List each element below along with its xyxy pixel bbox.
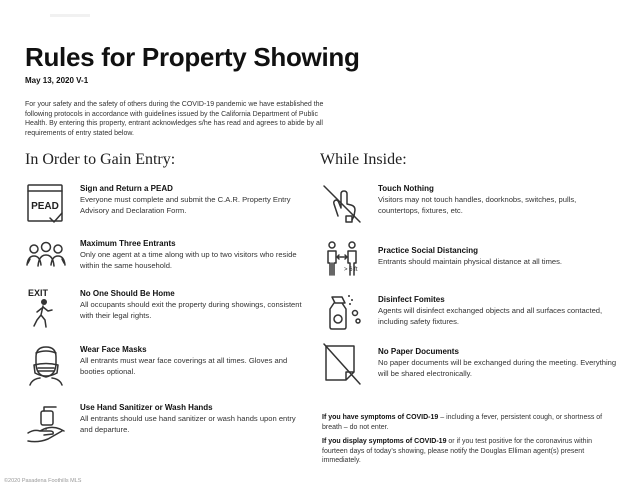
svg-text:> 6 ft: > 6 ft: [344, 267, 358, 273]
no-touch-icon: [320, 182, 364, 226]
rule-description: Visitors may not touch handles, doorknobs, switches, pulls, countertops, fixtures, etc.: [378, 195, 577, 215]
no-paper-icon: [320, 342, 364, 386]
rule-title: Use Hand Sanitizer or Wash Hands: [80, 403, 213, 412]
inside-section-heading: While Inside:: [320, 151, 407, 168]
svg-text:PEAD: PEAD: [31, 201, 59, 212]
rule-title: Disinfect Fomites: [378, 295, 445, 304]
symptom-notes: [322, 413, 612, 471]
rule-description: No paper documents will be exchanged during the meeting. Everything will be shared electronically.: [378, 358, 617, 378]
rule-title: Wear Face Masks: [80, 345, 147, 354]
rule-title: Practice Social Distancing: [378, 246, 479, 255]
rule-title: No One Should Be Home: [80, 289, 175, 298]
header-logo-mark: [50, 14, 90, 17]
rule-description: Everyone must complete and submit the C.A.R. Property Entry Advisory and Declaration Form.: [80, 195, 291, 215]
rule-description: All entrants should use hand sanitizer or wash hands upon entry and departure.: [80, 414, 296, 434]
disinfect-spray-icon: [320, 289, 364, 333]
rule-description: All entrants must wear face coverings at all times. Gloves and booties optional.: [80, 356, 288, 376]
rule-description: Entrants should maintain physical distance at all times.: [378, 257, 563, 266]
entry-section-heading: In Order to Gain Entry:: [25, 151, 176, 168]
exit-walking-icon: [24, 287, 68, 331]
footer-credit: ©2020 Pasadena Foothills MLS: [4, 478, 82, 484]
symptom-note: If you have symptoms of COVID-19 – including a fever, persistent cough, or shortness of breath – do not enter.: [322, 414, 603, 431]
intro-paragraph: For your safety and the safety of others during the COVID-19 pandemic we have established the following protocols in accordance with guidelines issued by the California Department of Public Health. By entering this property, entrant acknowledges s/he has read and agrees to abide by all requirements of entry stated below.: [25, 101, 324, 137]
rule-title: Touch Nothing: [378, 184, 434, 193]
social-distance-icon: [320, 239, 364, 283]
pead-document-icon: [24, 182, 68, 226]
rule-description: Only one agent at a time along with up to two visitors who reside within the same household.: [80, 250, 297, 270]
rule-title: Maximum Three Entrants: [80, 239, 176, 248]
rule-title: No Paper Documents: [378, 347, 459, 356]
hand-sanitizer-icon: [24, 401, 68, 445]
face-mask-icon: [24, 343, 68, 387]
svg-text:EXIT: EXIT: [28, 288, 49, 298]
version-date: May 13, 2020 V-1: [25, 76, 89, 85]
rule-description: All occupants should exit the property during showings, consistent with their legal rights.: [80, 300, 302, 320]
rule-title: Sign and Return a PEAD: [80, 184, 173, 193]
page-title: Rules for Property Showing: [25, 42, 360, 72]
three-people-icon: [24, 237, 68, 281]
symptom-note: If you display symptoms of COVID-19 or if you test positive for the coronavirus within fourteen days of today’s showing, please notify the Douglas Elliman agent(s) present immediately.: [322, 438, 592, 464]
rule-description: Agents will disinfect exchanged objects and all surfaces contacted, including safety fixtures.: [378, 306, 603, 326]
